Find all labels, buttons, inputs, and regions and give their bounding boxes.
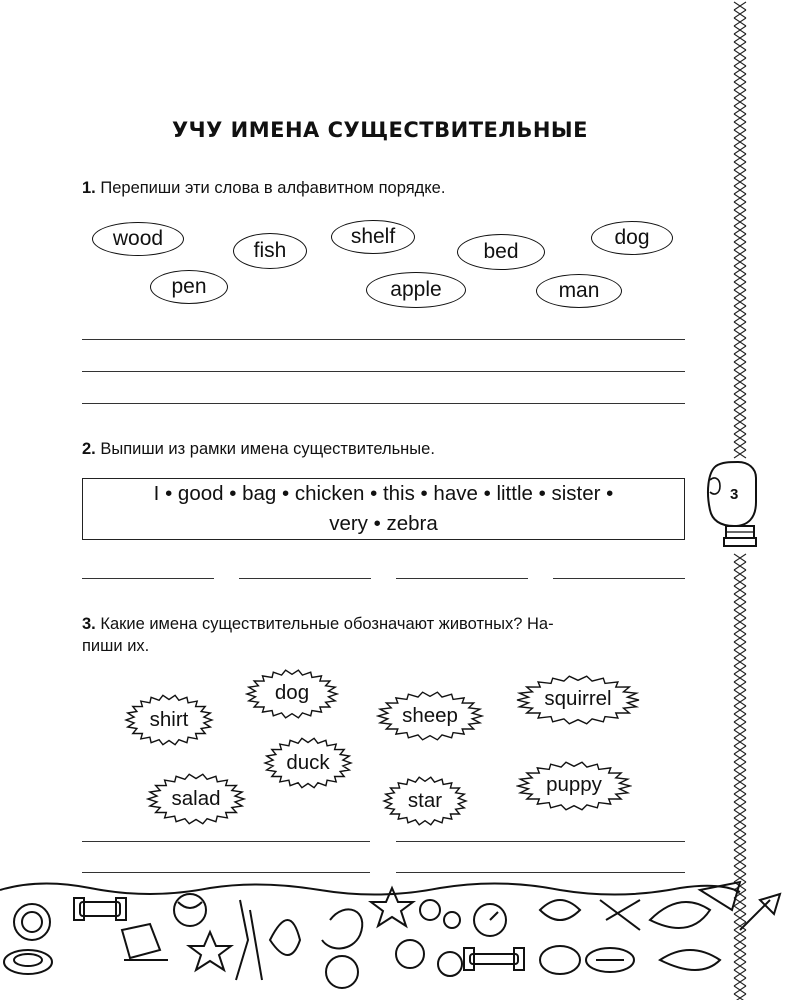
task-2-text: Выпиши из рамки имена существительные.: [100, 440, 435, 458]
chain-link: [734, 690, 746, 698]
answer-line-3c[interactable]: [82, 872, 370, 873]
chain-link: [734, 234, 746, 242]
answer-line-2c[interactable]: [396, 578, 528, 579]
chain-link: [734, 114, 746, 122]
chain-link: [734, 106, 746, 114]
chain-link: [734, 258, 746, 266]
sports-doodles-icon: [0, 880, 800, 1000]
chain-link: [734, 682, 746, 690]
task-3-number: 3.: [82, 615, 96, 633]
chain-link: [734, 98, 746, 106]
burst-word-puppy: puppy: [546, 773, 602, 796]
chain-link: [734, 570, 746, 578]
chain-link: [734, 210, 746, 218]
chain-link: [734, 674, 746, 682]
chain-link: [734, 826, 746, 834]
burst-duck: [263, 736, 353, 790]
chain-link: [734, 858, 746, 866]
chain-link: [734, 666, 746, 674]
chain-link: [734, 242, 746, 250]
chain-link: [734, 698, 746, 706]
task-1-number: 1.: [82, 179, 96, 197]
chain-link: [734, 226, 746, 234]
chain-link: [734, 378, 746, 386]
chain-link: [734, 250, 746, 258]
chain-link: [734, 122, 746, 130]
task-2-instruction: [82, 438, 435, 460]
chain-link: [734, 266, 746, 274]
chain-link: [734, 194, 746, 202]
chain-link: [734, 418, 746, 426]
chain-link: [734, 282, 746, 290]
chain-link: [734, 746, 746, 754]
chain-link: [734, 562, 746, 570]
chain-link: [734, 626, 746, 634]
chain-link: [734, 146, 746, 154]
chain-link: [734, 554, 746, 562]
answer-line-1c[interactable]: [82, 403, 685, 404]
chain-link: [734, 866, 746, 874]
word-oval-wood: wood: [92, 222, 184, 256]
chain-link: [734, 834, 746, 842]
chain-link: [734, 74, 746, 82]
chain-link: [734, 394, 746, 402]
chain-link: [734, 354, 746, 362]
answer-line-3a[interactable]: [82, 841, 370, 842]
chain-link: [734, 202, 746, 210]
chain-link: [734, 90, 746, 98]
chain-link: [734, 802, 746, 810]
task-2-number: 2.: [82, 440, 96, 458]
burst-salad: [146, 772, 246, 826]
chain-link: [734, 290, 746, 298]
word-oval-dog: dog: [591, 221, 673, 255]
burst-dog: [245, 668, 339, 720]
answer-line-2a[interactable]: [82, 578, 214, 579]
chain-link: [734, 842, 746, 850]
chain-link: [734, 658, 746, 666]
chain-link: [734, 58, 746, 66]
chain-link: [734, 770, 746, 778]
chain-link: [734, 306, 746, 314]
answer-line-3b[interactable]: [396, 841, 685, 842]
task-1-instruction: [82, 177, 445, 199]
chain-link: [734, 442, 746, 450]
chain-link: [734, 82, 746, 90]
chain-link: [734, 130, 746, 138]
chain-link: [734, 346, 746, 354]
answer-line-3d[interactable]: [396, 872, 685, 873]
chain-link: [734, 714, 746, 722]
task-3-instruction: [82, 613, 554, 657]
word-oval-fish: fish: [233, 233, 307, 269]
chain-link: [734, 450, 746, 458]
chain-link: [734, 42, 746, 50]
burst-squirrel: [515, 674, 641, 726]
chain-link: [734, 434, 746, 442]
chain-link: [734, 178, 746, 186]
answer-line-1a[interactable]: [82, 339, 685, 340]
chain-link: [734, 586, 746, 594]
chain-link: [734, 34, 746, 42]
chain-link: [734, 402, 746, 410]
chain-link: [734, 594, 746, 602]
chain-link: [734, 762, 746, 770]
task-3-text-line-1: Какие имена существительные обозначают животных? На-: [100, 615, 554, 633]
chain-link: [734, 370, 746, 378]
chain-link: [734, 218, 746, 226]
burst-word-sheep: sheep: [402, 704, 458, 727]
chain-link: [734, 426, 746, 434]
chain-link: [734, 650, 746, 658]
chain-link: [734, 2, 746, 10]
burst-word-dog: dog: [274, 681, 310, 704]
chain-link: [734, 642, 746, 650]
chain-link: [734, 18, 746, 26]
burst-word-star: star: [407, 789, 443, 812]
boxing-glove-icon: [704, 458, 764, 548]
answer-line-2b[interactable]: [239, 578, 371, 579]
chain-link: [734, 186, 746, 194]
chain-link: [734, 154, 746, 162]
word-oval-man: man: [536, 274, 622, 308]
word-oval-pen: pen: [150, 270, 228, 304]
chain-link: [734, 730, 746, 738]
chain-link: [734, 362, 746, 370]
chain-link: [734, 138, 746, 146]
word-frame: [82, 478, 685, 540]
chain-link: [734, 410, 746, 418]
chain-link: [734, 162, 746, 170]
chain-link: [734, 794, 746, 802]
task-3-text-line-2: пиши их.: [82, 637, 150, 655]
chain-link: [734, 578, 746, 586]
chain-link: [734, 850, 746, 858]
chain-link: [734, 66, 746, 74]
word-frame-line-2: very • zebra: [329, 512, 438, 535]
task-1-text: Перепиши эти слова в алфавитном порядке.: [100, 179, 446, 197]
page-number: 3: [730, 486, 739, 503]
chain-link: [734, 338, 746, 346]
chain-link: [734, 754, 746, 762]
word-oval-bed: bed: [457, 234, 545, 270]
word-oval-shelf: shelf: [331, 220, 415, 254]
chain-link: [734, 50, 746, 58]
chain-link: [734, 602, 746, 610]
word-oval-apple: apple: [366, 272, 466, 308]
burst-word-shirt: shirt: [149, 708, 189, 731]
chain-link: [734, 10, 746, 18]
burst-star: [382, 775, 468, 827]
answer-line-2d[interactable]: [553, 578, 685, 579]
word-frame-line-1: I • good • bag • chicken • this • have • little • sister •: [153, 482, 614, 505]
chain-link: [734, 810, 746, 818]
chain-link: [734, 314, 746, 322]
page-title: УЧУ ИМЕНА СУЩЕСТВИТЕЛЬНЫЕ: [171, 118, 589, 142]
chain-link: [734, 170, 746, 178]
chain-link: [734, 298, 746, 306]
page-number-badge: [704, 458, 764, 548]
chain-link: [734, 818, 746, 826]
burst-sheep: [376, 690, 484, 742]
chain-link: [734, 610, 746, 618]
chain-link: [734, 274, 746, 282]
chain-link: [734, 738, 746, 746]
burst-shirt: [124, 693, 214, 747]
chain-link: [734, 26, 746, 34]
chain-link: [734, 330, 746, 338]
chain-link: [734, 722, 746, 730]
burst-puppy: [516, 760, 632, 812]
burst-word-duck: duck: [286, 751, 330, 774]
burst-word-salad: salad: [171, 787, 221, 810]
chain-link: [734, 618, 746, 626]
chain-link: [734, 778, 746, 786]
chain-link: [734, 706, 746, 714]
answer-line-1b[interactable]: [82, 371, 685, 372]
chain-link: [734, 322, 746, 330]
chain-link: [734, 786, 746, 794]
chain-link: [734, 386, 746, 394]
burst-word-squirrel: squirrel: [544, 687, 612, 710]
chain-link: [734, 634, 746, 642]
